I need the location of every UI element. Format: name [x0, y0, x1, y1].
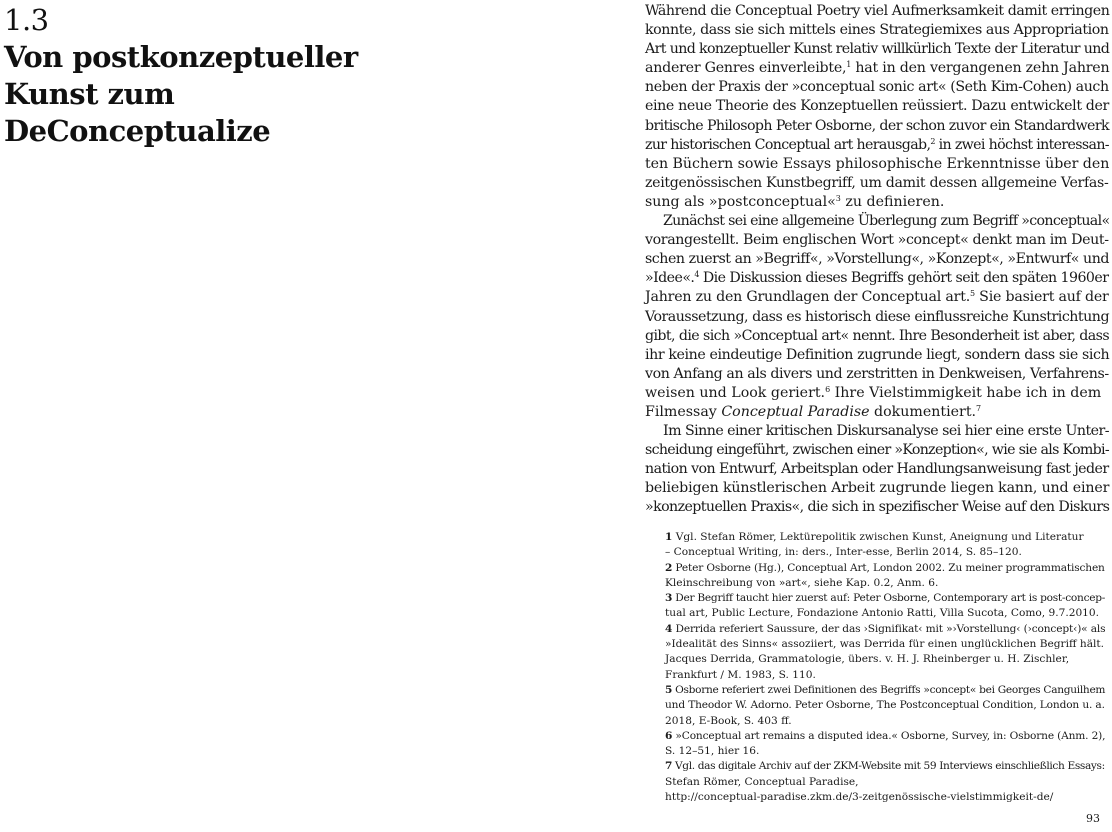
page-number: 93	[1086, 812, 1100, 825]
footnote-ref: 5	[970, 289, 975, 299]
footnote-ref: 1	[846, 60, 852, 70]
footnotes	[665, 530, 1105, 805]
chapter-title-line: Kunst zum	[4, 77, 175, 111]
footnote-ref: 3	[835, 193, 841, 203]
chapter-title-line: Von postkonzeptueller	[4, 40, 358, 74]
body-line: weisen und Look geriert.$^6$ Ihre Vielstimmigkeit habe ich in dem	[645, 384, 1102, 401]
body-line: ten Büchern sowie Essays philosophische Erkenntnisse über den	[645, 155, 1110, 172]
footnote-line: tual art, Public Lecture, Fondazione Antonio Ratti, Villa Sucota, Como, 9.7.2010.	[665, 607, 1100, 620]
body-line: Während die Conceptual Poetry viel Aufmerksamkeit damit erringen	[645, 3, 1110, 19]
footnote-line: 1 Vgl. Stefan Römer, Lektürepolitik zwischen Kunst, Aneignung und Literatur	[665, 531, 1084, 543]
body-line: gibt, die sich »Conceptual art« nennt. Ihre Besonderheit ist aber, dass	[645, 327, 1110, 344]
footnote-line: 6 »Conceptual art remains a disputed idea.« Osborne, Survey, in: Osborne (Anm. 2),	[665, 729, 1106, 742]
footnote-number: 4	[665, 622, 673, 635]
body-line: konnte, dass sie sich mittels eines Strategiemixes aus Appropriation	[645, 22, 1109, 39]
body-line: beliebigen künstlerischen Arbeit zugrunde liegen kann, und einer	[645, 480, 1110, 497]
body-line: »konzeptuellen Praxis«, die sich in spezifischer Weise auf den Diskurs	[645, 499, 1110, 516]
footnote-number: 3	[665, 592, 673, 605]
footnote-line: 7 Vgl. das digitale Archiv auf der ZKM-Website mit 59 Interviews einschließlich Essays:	[665, 760, 1105, 773]
body-line: britische Philosoph Peter Osborne, der schon zuvor ein Standardwerk	[645, 117, 1110, 134]
film-title: Conceptual Paradise	[721, 403, 870, 420]
footnote-number: 2	[665, 561, 673, 574]
footnote-line: 4 Derrida referiert Saussure, der das ›Signifikat‹ mit »›Vorstellung‹ (›concept‹)« als	[665, 622, 1106, 635]
body-line: Filmessay Conceptual Paradise dokumentiert.$^7$	[645, 403, 982, 420]
chapter-number: 1.3	[4, 3, 49, 37]
chapter-title-line: DeConceptualize	[4, 114, 271, 148]
body-line: nation von Entwurf, Arbeitsplan oder Handlungsanweisung fast jeder	[645, 461, 1109, 478]
body-line: zeitgenössischen Kunstbegriff, um damit dessen allgemeine Verfas-	[645, 174, 1109, 191]
footnote-line: 2018, E-Book, S. 403 ff.	[665, 714, 792, 727]
footnote-number: 1	[665, 531, 673, 543]
body-line: eine neue Theorie des Konzeptuellen reüssiert. Dazu entwickelt der	[645, 98, 1109, 115]
footnote-line: und Theodor W. Adorno. Peter Osborne, The Postconceptual Condition, London u. a.	[665, 699, 1105, 712]
footnote-line: 5 Osborne referiert zwei Definitionen des Begriffs »concept« bei Georges Canguilhem	[665, 683, 1106, 696]
body-line: sung als »postconceptual«$^3$ zu definieren.	[645, 193, 945, 210]
footnote-line: S. 12–51, hier 16.	[665, 745, 760, 758]
footnote-ref: 6	[825, 384, 831, 394]
footnote-line: »Idealität des Sinns« assoziiert, was Derrida für einen unglücklichen Begriff hält.	[665, 638, 1105, 651]
footnote-ref: 7	[976, 403, 982, 413]
footnote-line: 2 Peter Osborne (Hg.), Conceptual Art, London 2002. Zu meiner programmatischen	[665, 561, 1105, 574]
body-line: von Anfang an als divers und zerstritten in Denkweisen, Verfahrens-	[645, 365, 1109, 382]
footnote-number: 7	[665, 760, 673, 773]
footnote-line: 3 Der Begriff taucht hier zuerst auf: Peter Osborne, Contemporary art is post-concep-	[665, 592, 1106, 605]
footnote-ref: 2	[930, 136, 935, 146]
chapter-heading	[4, 2, 424, 150]
footnote-url[interactable]: http://conceptual-paradise.zkm.de/3-zeitgenössische-vielstimmigkeit-de/	[665, 791, 1054, 804]
body-line: schen zuerst an »Begriff«, »Vorstellung«, »Konzept«, »Entwurf« und	[645, 251, 1110, 268]
body-line: ihr keine eindeutige Definition zugrunde liegt, sondern dass sie sich	[645, 346, 1110, 363]
footnote-line: Jacques Derrida, Grammatologie, übers. v. H. J. Rheinberger u. H. Zischler,	[665, 653, 1070, 666]
body-line: Art und konzeptueller Kunst relativ willkürlich Texte der Literatur und	[645, 41, 1110, 58]
body-line: Voraussetzung, dass es historisch diese einflussreiche Kunstrichtung	[645, 308, 1110, 325]
footnote-line: Stefan Römer, Conceptual Paradise,	[665, 775, 859, 788]
body-line: »Idee«.$^4$ Die Diskussion dieses Begriffs gehört seit den späten 1960er	[645, 270, 1109, 287]
footnote-line: Kleinschreibung von »art«, siehe Kap. 0.2, Anm. 6.	[665, 576, 939, 589]
body-line: vorangestellt. Beim englischen Wort »concept« denkt man im Deut-	[645, 232, 1109, 249]
footnote-number: 6	[665, 729, 673, 742]
body-line: zur historischen Conceptual art herausgab,$^2$ in zwei höchst interessan-	[645, 136, 1109, 153]
footnote-ref: 4	[694, 270, 699, 280]
footnote-line: – Conceptual Writing, in: ders., Inter-esse, Berlin 2014, S. 85–120.	[665, 546, 1022, 559]
body-text	[645, 2, 1109, 518]
footnote-number: 5	[665, 683, 673, 696]
body-line: Zunächst sei eine allgemeine Überlegung zum Begriff »conceptual«	[663, 213, 1110, 230]
body-line: Im Sinne einer kritischen Diskursanalyse sei hier eine erste Unter-	[663, 423, 1110, 440]
body-line: neben der Praxis der »conceptual sonic art« (Seth Kim-Cohen) auch	[645, 79, 1109, 96]
body-line: anderer Genres einverleibte,$^1$ hat in den vergangenen zehn Jahren	[645, 60, 1110, 77]
body-line: scheidung eingeführt, zwischen einer »Konzeption«, wie sie als Kombi-	[645, 442, 1109, 459]
footnote-line: Frankfurt / M. 1983, S. 110.	[665, 668, 816, 681]
body-line: Jahren zu den Grundlagen der Conceptual art.$^5$ Sie basiert auf der	[645, 289, 1109, 306]
